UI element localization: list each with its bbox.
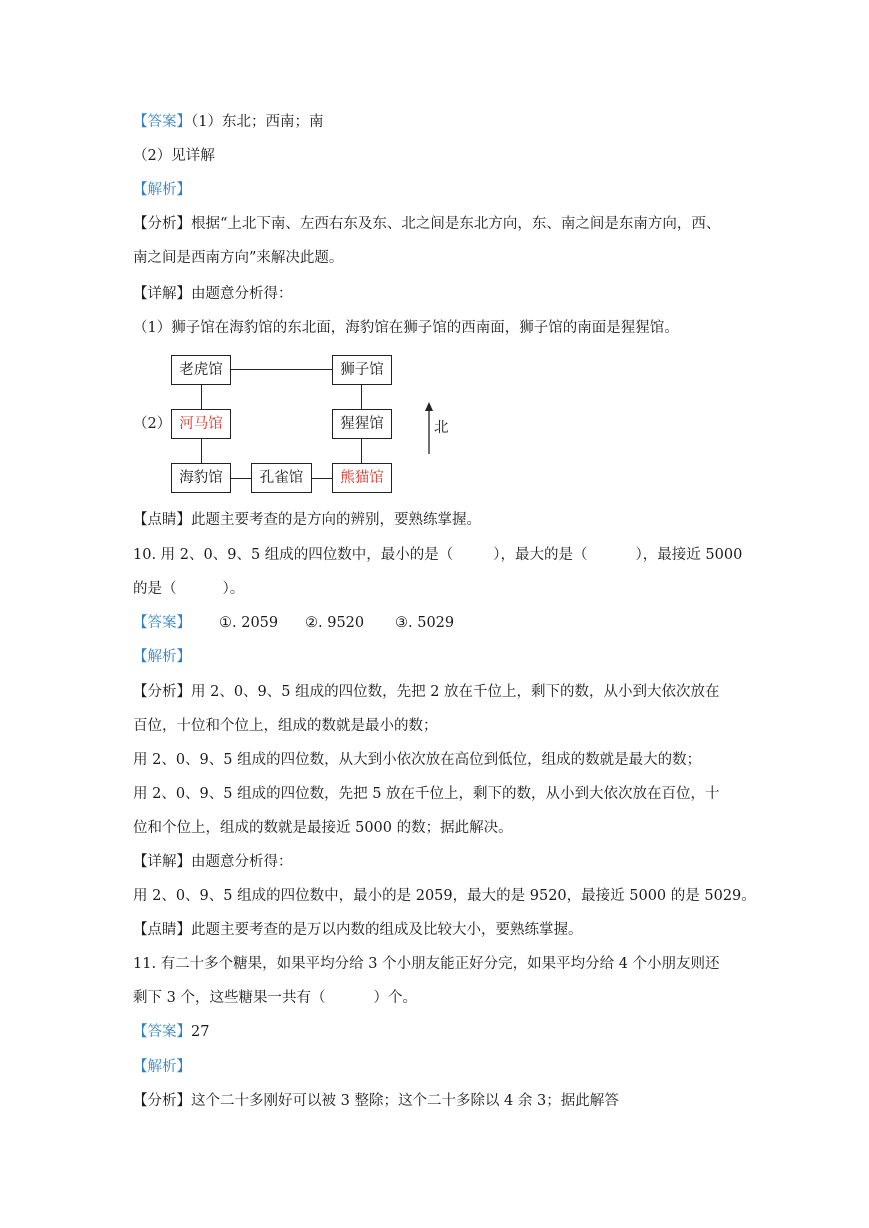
line-orangutan-panda: [361, 438, 362, 463]
line-lion-orangutan: [361, 384, 362, 409]
tiger-hall-box: 老虎馆: [171, 355, 231, 385]
fenxi-tag: 【分析】: [133, 684, 191, 700]
q11-answer: 27: [191, 1024, 210, 1040]
q9-detail-1-text: （1）狮子馆在海豹馆的东北面，海豹馆在狮子馆的西南面，狮子馆的南面是猩猩馆。: [133, 320, 679, 336]
q10-question-c: ），最接近 5000: [635, 547, 743, 563]
fenxi-tag: 【分析】: [133, 216, 191, 232]
q11-answer-line: [133, 1022, 209, 1042]
q9-detail-1: [133, 318, 679, 338]
q10-question-a: 10. 用 2、0、9、5 组成的四位数中，最小的是（: [133, 547, 454, 563]
q9-answer-2: （2）见详解: [133, 148, 215, 164]
q11-question-text-1: 11. 有二十多个糖果，如果平均分给 3 个小朋友能正好分完，如果平均分给 4 个小朋友则还: [133, 956, 720, 972]
q11-fenxi-line: [133, 1091, 619, 1111]
north-label: 北: [434, 420, 449, 436]
q10-question-line-1: [133, 545, 742, 565]
q9-analysis-heading: [133, 180, 191, 200]
q9-fenxi-text-1: 根据“上北下南、左西右东及东、北之间是东北方向，东、南之间是东南方向，西、: [191, 216, 721, 232]
q11-question-line-2: [133, 988, 417, 1008]
analysis-tag: 【解析】: [133, 182, 191, 198]
q10-fenxi-line-2: [133, 716, 438, 736]
line-tiger-lion: [230, 369, 333, 370]
q10-question-line2b: ）。: [222, 581, 245, 597]
q10-fenxi-text-2: 百位，十位和个位上，组成的数就是最小的数；: [133, 718, 438, 734]
analysis-tag: 【解析】: [133, 649, 191, 665]
q10-fenxi-text-3: 用 2、0、9、5 组成的四位数，从大到小依次放在高位到低位，组成的数就是最大的数；: [133, 752, 702, 768]
q10-comment-text: 此题主要考查的是万以内数的组成及比较大小，要熟练掌握。: [191, 922, 583, 938]
detail-tag: 【详解】: [133, 854, 191, 870]
q9-comment-text: 此题主要考查的是方向的辨别，要熟练掌握。: [191, 512, 481, 528]
q11-analysis-heading: [133, 1057, 191, 1077]
line-seal-peacock: [230, 478, 252, 479]
q10-detail-result-text: 用 2、0、9、5 组成的四位数中，最小的是 2059，最大的是 9520，最接近 5000 的是 5029。: [133, 888, 756, 904]
comment-tag: 【点睛】: [133, 512, 191, 528]
q9-detail-line: [133, 284, 293, 304]
q11-fenxi-text: 这个二十多刚好可以被 3 整除；这个二十多除以 4 余 3；据此解答: [191, 1093, 619, 1109]
q10-detail-result: [133, 886, 756, 906]
q9-detail-2-label-text: （2）: [133, 416, 172, 432]
q9-detail-text: 由题意分析得：: [191, 286, 293, 302]
panda-hall-box: 熊猫馆: [332, 463, 392, 493]
analysis-tag: 【解析】: [133, 1059, 191, 1075]
peacock-hall-box: 孔雀馆: [251, 463, 312, 493]
fenxi-tag: 【分析】: [133, 1093, 191, 1109]
q10-detail-text: 由题意分析得：: [191, 854, 293, 870]
q10-question-line-2: [133, 579, 244, 599]
q11-question-line-1: [133, 954, 720, 974]
q11-question-line2b: ）个。: [373, 990, 417, 1006]
q10-fenxi-text-1: 用 2、0、9、5 组成的四位数，先把 2 放在千位上，剩下的数，从小到大依次放在: [191, 684, 720, 700]
answer-tag: 【答案】: [133, 1024, 191, 1040]
q10-answer-1: ①. 2059: [219, 615, 279, 631]
q10-fenxi-line-1: [133, 682, 720, 702]
q10-answer-line: [133, 613, 454, 633]
q10-fenxi-line-3: [133, 750, 701, 770]
q10-answer-3: ③. 5029: [395, 615, 455, 631]
q9-fenxi-line-1: [133, 214, 720, 234]
q10-fenxi-text-4: 用 2、0、9、5 组成的四位数，先把 5 放在千位上，剩下的数，从小到大依次放在百位，十: [133, 786, 720, 802]
q10-question-b: ），最大的是（: [493, 547, 588, 563]
q10-analysis-heading: [133, 647, 191, 667]
q10-fenxi-text-5: 位和个位上，组成的数就是最接近 5000 的数；据此解决。: [133, 820, 513, 836]
q10-question-line2a: 的是（: [133, 581, 177, 597]
q9-detail-2-label: [133, 414, 171, 434]
answer-tag: 【答案】: [133, 615, 191, 631]
line-hippo-seal: [201, 438, 202, 463]
seal-hall-box: 海豹馆: [171, 463, 231, 493]
q9-comment-line: [133, 510, 481, 530]
answer-tag: 【答案】: [133, 114, 191, 130]
q10-detail-line: [133, 852, 293, 872]
q9-answer-line-2: [133, 146, 215, 166]
line-tiger-hippo: [201, 384, 202, 409]
q10-comment-line: [133, 920, 583, 940]
orangutan-hall-box: 猩猩馆: [332, 409, 392, 439]
q9-answer-line-1: [133, 112, 323, 132]
q10-fenxi-line-4: [133, 784, 720, 804]
q11-question-line2a: 剩下 3 个，这些糖果一共有（: [133, 990, 326, 1006]
q10-answer-2: ②. 9520: [305, 615, 365, 631]
q10-fenxi-line-5: [133, 818, 513, 838]
q9-fenxi-text-2: 南之间是西南方向”来解决此题。: [133, 250, 344, 266]
lion-hall-box: 狮子馆: [332, 355, 392, 385]
q9-fenxi-line-2: [133, 248, 343, 268]
comment-tag: 【点睛】: [133, 922, 191, 938]
hippo-hall-box: 河马馆: [171, 409, 231, 439]
line-peacock-panda: [311, 478, 333, 479]
q9-answer-1: （1）东北；西南；南: [191, 114, 324, 130]
detail-tag: 【详解】: [133, 286, 191, 302]
